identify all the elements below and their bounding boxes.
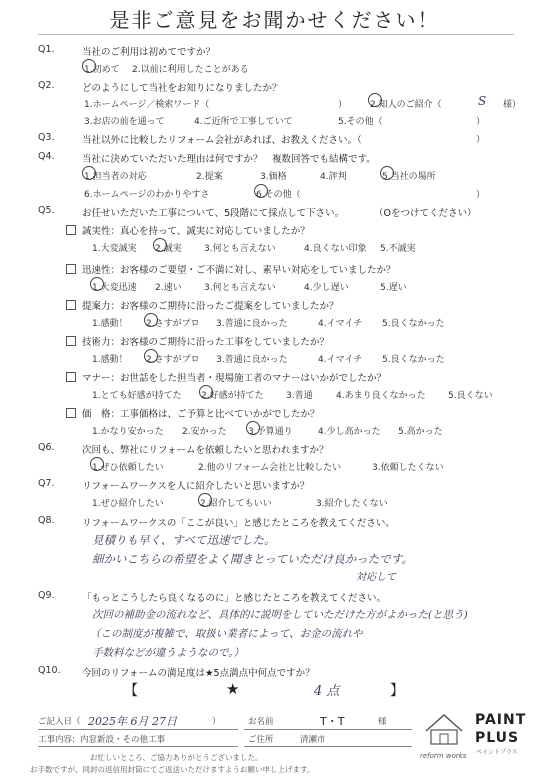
q6-text: 次回も、弊社にリフォームを依頼したいと思われますか？ xyxy=(82,445,329,456)
return-note: お手数ですが、同封の返信用封筒にてご返送いただけますようお願い申し上げます。 xyxy=(30,765,315,774)
q3-close: ） xyxy=(476,135,486,145)
q5-item-option[interactable]: 2.さすがプロ xyxy=(146,319,200,329)
q10-bracket-open: 【 xyxy=(124,683,138,699)
q5-item-checkbox[interactable] xyxy=(66,372,76,382)
q8-number: Q8. xyxy=(38,515,55,526)
q5-text: お任せいただいた工事について、5段階にて採点して下さい。 xyxy=(82,208,345,219)
date-underline xyxy=(38,729,238,730)
q7-option-2[interactable]: 2.紹介してもいい xyxy=(200,499,272,509)
q5-item-option[interactable]: 2.安かった xyxy=(182,427,227,437)
q5-item-option[interactable]: 1.感動！ xyxy=(92,355,128,365)
q5-item-option[interactable]: 5.遅い xyxy=(380,283,407,293)
q5-item-option[interactable]: 3.何とも言えない xyxy=(204,283,276,293)
answer-circle-mark xyxy=(82,59,96,73)
q8-text: リフォームワークスの「ここが良い」と感じたところを教えてください。 xyxy=(82,518,395,529)
q7-text: リフォームワークスを人に紹介したいと思いますか？ xyxy=(82,481,310,492)
q9-number: Q9. xyxy=(38,590,55,601)
brand-kana: ペイントプラス xyxy=(476,749,518,756)
q5-item-option[interactable]: 1.大変迅速 xyxy=(92,283,137,293)
q5-item-option[interactable]: 5.良くない xyxy=(448,391,493,401)
q4-option-7[interactable]: 6.その他（ xyxy=(256,190,301,200)
name-value: T・T xyxy=(320,715,345,728)
q5-item-option[interactable]: 3.普通に良かった xyxy=(216,319,288,329)
q2-option-1[interactable]: 1.ホームページ／検索ワード（ xyxy=(84,100,210,110)
q5-item-option[interactable]: 3.普通に良かった xyxy=(216,355,288,365)
q4-option-1[interactable]: 1.担当者の対応 xyxy=(84,172,147,182)
name-label: お名前 xyxy=(248,717,274,727)
q2-option-3[interactable]: 3.お店の前を通って xyxy=(84,117,165,127)
q9-handwritten-line-3: 手数料などが違うようなので。） xyxy=(92,647,245,659)
q5-item-option[interactable]: 4.あまり良くなかった xyxy=(336,391,426,401)
brand-plus: PLUS xyxy=(475,730,520,746)
q8-handwritten-line-2: 細かいこちらの希望をよく聞きとっていただけ良かったです。 xyxy=(92,552,413,566)
date-label: ご記入日（ xyxy=(38,717,81,727)
q5-item-label: 技術力：お客様のご期待に沿った工事をしていましたか？ xyxy=(82,337,330,348)
q4-option-6[interactable]: 6.ホームページのわかりやすさ xyxy=(84,190,210,200)
q5-item-checkbox[interactable] xyxy=(66,408,76,418)
q3-number: Q3. xyxy=(38,132,55,143)
q5-item-option[interactable]: 1.かなり安かった xyxy=(92,427,164,437)
address-underline xyxy=(244,746,412,747)
q5-item-option[interactable]: 5.高かった xyxy=(398,427,443,437)
q5-item-option[interactable]: 1.感動！ xyxy=(92,319,128,329)
q9-handwritten-line-2: （この制度が複雑で、取扱い業者によって、お金の流れや xyxy=(90,628,363,640)
q2-sama: 様） xyxy=(503,100,522,110)
q5-item-option[interactable]: 4.良くない印象 xyxy=(304,244,367,254)
date-close: ） xyxy=(212,717,221,727)
q10-bracket-close: 】 xyxy=(390,683,404,699)
q10-number: Q10. xyxy=(38,665,61,676)
q5-item-option[interactable]: 4.イマイチ xyxy=(318,355,363,365)
q5-item-option[interactable]: 4.少し遅い xyxy=(304,283,349,293)
q3-text: 当社以外に比較したリフォーム会社があれば、お教えください。（ xyxy=(82,135,362,146)
q5-item-option[interactable]: 3.予算通り xyxy=(248,427,293,437)
q5-item-checkbox[interactable] xyxy=(66,225,76,235)
q5-item-checkbox[interactable] xyxy=(66,336,76,346)
q5-item-label: 迅速性：お客様のご要望・ご不満に対し、素早い対応をしていましたか？ xyxy=(82,265,396,276)
title-divider xyxy=(38,34,514,35)
q5-item-checkbox[interactable] xyxy=(66,300,76,310)
q7-option-3[interactable]: 3.紹介したくない xyxy=(316,499,388,509)
q8-handwritten-line-1: 見積りも早く、すべて迅速でした。 xyxy=(92,533,276,547)
q5-item-option[interactable]: 5.良くなかった xyxy=(382,319,445,329)
q10-score: 4 点 xyxy=(314,684,340,699)
q1-text: 当社のご利用は初めてですか？ xyxy=(82,47,216,58)
q5-item-option[interactable]: 2.誠実 xyxy=(155,244,182,254)
q5-item-checkbox[interactable] xyxy=(66,264,76,274)
address-label: ご住所 xyxy=(248,735,274,745)
q2-handwritten-name: S xyxy=(478,94,487,108)
q6-option-2[interactable]: 2.他のリフォーム会社と比較したい xyxy=(198,463,342,473)
q6-option-3[interactable]: 3.依頼したくない xyxy=(372,463,444,473)
q8-handwritten-line-3: 対応して xyxy=(356,572,396,583)
q5-item-label: 誠実性：真心を持って、誠実に対応していましたか？ xyxy=(82,226,310,237)
q1-option-2[interactable]: 2.以前に利用したことがある xyxy=(132,65,249,75)
work-underline xyxy=(38,746,238,747)
work-value: 内窓新設・その他工事 xyxy=(80,735,166,745)
q5-item-option[interactable]: 4.少し高かった xyxy=(318,427,381,437)
brand-paint: PAINT xyxy=(475,712,527,728)
q4-text: 当社に決めていただいた理由は何ですか？ 複数回答でも結構です。 xyxy=(82,154,376,165)
q4-option-3[interactable]: 3.価格 xyxy=(260,172,287,182)
q5-item-option[interactable]: 4.イマイチ xyxy=(318,319,363,329)
q2-number: Q2. xyxy=(38,80,55,91)
house-logo-icon xyxy=(422,709,466,753)
q5-item-option[interactable]: 2.速い xyxy=(155,283,182,293)
q6-number: Q6. xyxy=(38,442,55,453)
q5-item-option[interactable]: 1.とても好感が持てた xyxy=(92,391,182,401)
q7-option-1[interactable]: 1.ぜひ紹介したい xyxy=(92,499,164,509)
q9-text: 「もっとこうしたら良くなるのに」と感じたところを教えてください。 xyxy=(82,593,387,604)
q4-option-2[interactable]: 2.提案 xyxy=(196,172,223,182)
q5-item-option[interactable]: 3.何とも言えない xyxy=(204,244,276,254)
q5-item-option[interactable]: 1.大変誠実 xyxy=(92,244,137,254)
q5-item-label: 価 格：工事価格は、ご予算と比べていかがでしたか？ xyxy=(82,409,320,420)
q5-item-option[interactable]: 3.普通 xyxy=(286,391,313,401)
q4-option-5[interactable]: 5.当社の場所 xyxy=(382,172,436,182)
q2-option-5-close: ） xyxy=(476,117,486,127)
q2-option-5[interactable]: 5.その他（ xyxy=(338,117,383,127)
work-label: 工事内容: xyxy=(38,735,75,745)
q7-number: Q7. xyxy=(38,478,55,489)
q9-handwritten-line-1: 次回の補助金の流れなど、具体的に説明をしていただけた方がよかった(と思う) xyxy=(92,609,468,621)
q5-item-label: 提案力：お客様のご期待に沿ったご提案をしていましたか？ xyxy=(82,301,339,312)
q1-option-1[interactable]: 1.初めて xyxy=(84,65,120,75)
q6-option-1[interactable]: 1.ぜひ依頼したい xyxy=(92,463,164,473)
q2-paren-close: ） xyxy=(338,100,348,110)
q5-item-option[interactable]: 5.不誠実 xyxy=(380,244,416,254)
logo-subtext: reform works xyxy=(420,752,467,760)
q5-item-option[interactable]: 2.さすがプロ xyxy=(146,355,200,365)
q4-number: Q4. xyxy=(38,151,55,162)
q5-item-option[interactable]: 5.良くなかった xyxy=(382,355,445,365)
q2-option-2[interactable]: 2.知人のご紹介（ xyxy=(370,100,442,110)
q2-option-4[interactable]: 4.ご近所で工事していて xyxy=(194,117,293,127)
thanks-note: お忙しいところ、ご協力ありがとうございました。 xyxy=(90,753,263,762)
q4-option-4[interactable]: 4.評判 xyxy=(320,172,347,182)
q5-number: Q5. xyxy=(38,205,55,216)
star-icon: ★ xyxy=(226,680,240,698)
name-suffix: 様 xyxy=(378,717,387,727)
q1-number: Q1. xyxy=(38,44,55,55)
address-value: 清瀬市 xyxy=(300,735,326,745)
q4-option-7-close: ） xyxy=(476,190,486,200)
q5-item-option[interactable]: 2.好感が持てた xyxy=(201,391,264,401)
page-title: 是非ご意見をお聞かせください！ xyxy=(109,8,440,32)
date-value: 2025年 6月 27日 xyxy=(88,715,177,728)
q10-text: 今回のリフォームの満足度は★5点満点中何点ですか？ xyxy=(82,668,315,679)
q2-text: どのようにして当社をお知りになりましたか？ xyxy=(82,83,282,94)
name-underline xyxy=(244,729,412,730)
q5-note: （Oをつけてください） xyxy=(374,208,477,219)
q5-item-label: マナー：お世話をした担当者・現場施工者のマナーはいかがでしたか？ xyxy=(82,373,387,384)
